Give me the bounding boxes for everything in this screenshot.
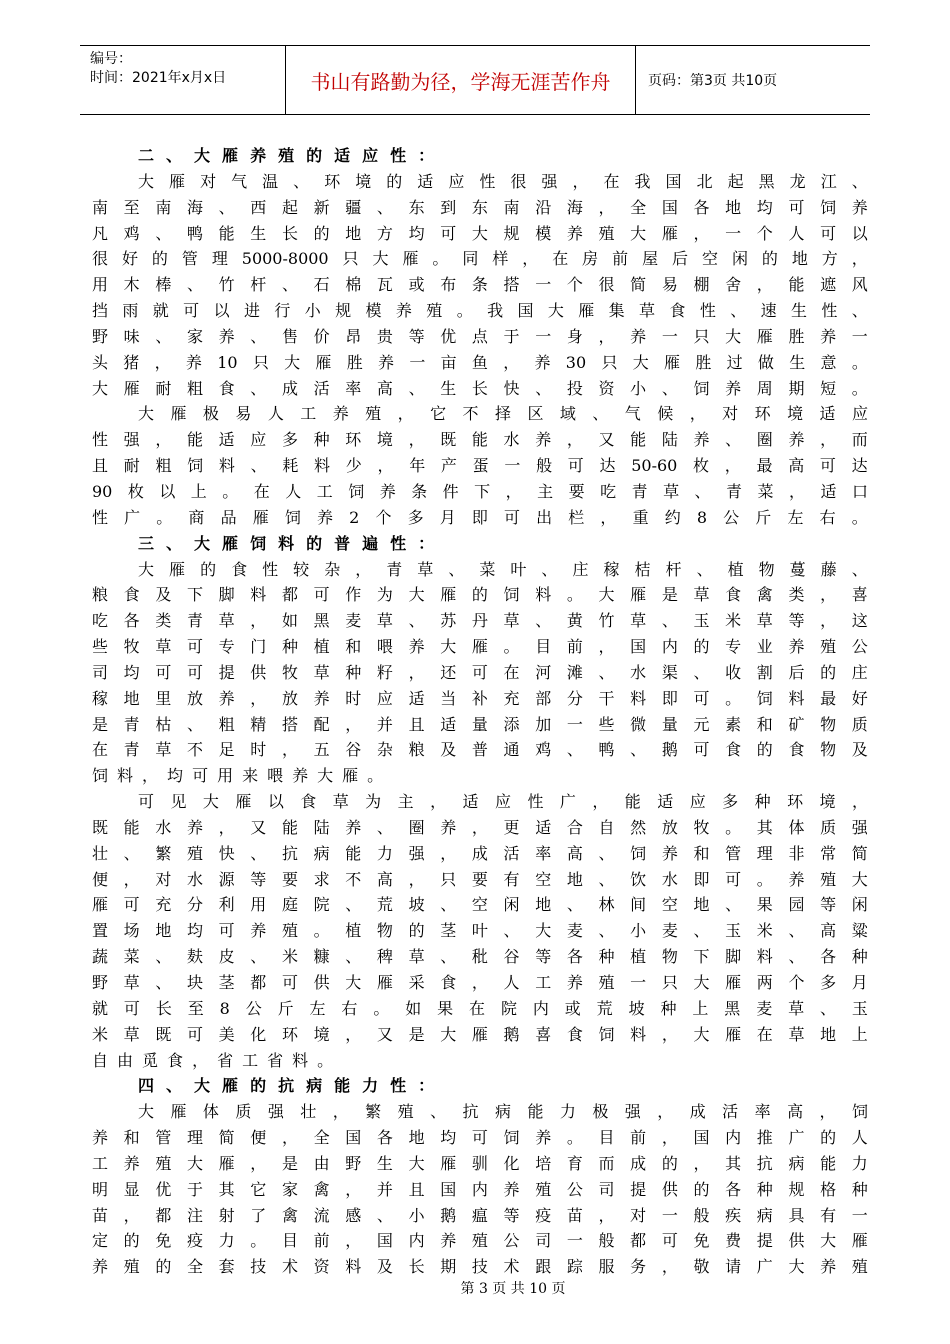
text-line: 便 ， 对 水 源 等 要 求 不 高 ， 只 要 有 空 地 、 饮 水 即 可 。 养 殖 大 — [92, 869, 868, 889]
text-line: 在 青 草 不 足 时 ， 五 谷 杂 粮 及 普 通 鸡 、 鸭 、 鹅 可 食 的 食 物 及 — [92, 740, 868, 760]
text-line: 南 至 南 海 、 西 起 新 疆 、 东 到 东 南 沿 海 ， 全 国 各 地 均 可 饲 养 — [92, 197, 868, 217]
section-heading: 三 、 大 雁 饲 料 的 普 遍 性 ： — [138, 533, 435, 553]
text-line: 苗 ， 都 注 射 了 禽 流 感 、 小 鹅 瘟 等 疫 苗 ， 对 一 般 疾 病 具 有 一 — [92, 1205, 868, 1225]
text-line: 置 场 地 均 可 养 殖 。 植 物 的 茎 叶 、 大 麦 、 小 麦 、 玉 米 、 高 粱 — [92, 921, 868, 941]
text-line: 饲 料 ， 均 可 用 来 喂 养 大 雁 。 — [92, 766, 384, 786]
text-line: 挡 雨 就 可 以 进 行 小 规 模 养 殖 。 我 国 大 雁 集 草 食 性 、 速 生 性 、 — [92, 301, 868, 321]
header-motto: 书山有路勤为径，学海无涯苦作舟 — [286, 46, 636, 114]
text-line: 凡 鸡 、 鸭 能 生 长 的 地 方 均 可 大 规 模 养 殖 大 雁 ， 一 个 人 可 以 — [92, 223, 868, 243]
text-line: 就 可 长 至 8 公 斤 左 右 。 如 果 在 院 内 或 荒 坡 种 上 黑 麦 草 、 玉 — [92, 998, 868, 1018]
text-line: 90 枚 以 上 。 在 人 工 饲 养 条 件 下 ， 主 要 吃 青 草 、 青 菜 ， 适 口 — [92, 481, 868, 501]
text-line: 定 的 免 疫 力 。 目 前 ， 国 内 养 殖 公 司 一 般 都 可 免 费 提 供 大 雁 — [92, 1231, 868, 1251]
text-line: 大 雁 对 气 温 、 环 境 的 适 应 性 很 强 ， 在 我 国 北 起 黑 龙 江 、 — [138, 171, 868, 191]
text-line: 可 见 大 雁 以 食 草 为 主 ， 适 应 性 广 ， 能 适 应 多 种 环 境 ， — [138, 792, 868, 812]
text-line: 些 牧 草 可 专 门 种 植 和 喂 养 大 雁 。 目 前 ， 国 内 的 专 业 养 殖 公 — [92, 637, 868, 657]
text-line: 养 和 管 理 简 便 ， 全 国 各 地 均 可 饲 养 。 目 前 ， 国 内 推 广 的 人 — [92, 1128, 868, 1148]
text-line: 且 耐 粗 饲 料 、 耗 料 少 ， 年 产 蛋 一 般 可 达 50-60 枚 ， 最 高 可 达 — [92, 456, 868, 476]
text-line: 稼 地 里 放 养 ， 放 养 时 应 适 当 补 充 部 分 干 料 即 可 。 饲 料 最 好 — [92, 688, 868, 708]
text-line: 自 由 觅 食 ， 省 工 省 料 。 — [92, 1050, 334, 1070]
text-line: 大 雁 极 易 人 工 养 殖 ， 它 不 择 区 域 、 气 候 ， 对 环 境 适 应 — [138, 404, 868, 424]
text-line: 粮 食 及 下 脚 料 都 可 作 为 大 雁 的 饲 料 。 大 雁 是 草 食 禽 类 ， 喜 — [92, 585, 868, 605]
header-meta — [80, 46, 286, 114]
text-line: 野 草 、 块 茎 都 可 供 大 雁 采 食 ， 人 工 养 殖 一 只 大 雁 两 个 多 月 — [92, 973, 868, 992]
text-line: 既 能 水 养 ， 又 能 陆 养 、 圈 养 ， 更 适 合 自 然 放 牧 。 其 体 质 强 — [92, 817, 868, 837]
page-footer: 第 3 页 共 10 页 — [460, 1281, 566, 1297]
text-line: 吃 各 类 青 草 ， 如 黑 麦 草 、 苏 丹 草 、 黄 竹 草 、 玉 米 草 等 ， 这 — [92, 611, 868, 631]
text-line: 大 雁 体 质 强 壮 ， 繁 殖 、 抗 病 能 力 极 强 ， 成 活 率 高 ， 饲 — [138, 1102, 868, 1122]
text-line: 性 广 。 商 品 雁 饲 养 2 个 多 月 即 可 出 栏 ， 重 约 8 公 斤 左 右 。 — [92, 507, 868, 527]
text-line: 头 猪 ， 养 10 只 大 雁 胜 养 一 亩 鱼 ， 养 30 只 大 雁 胜 过 做 生 意 。 — [92, 352, 868, 372]
text-line: 是 青 枯 、 粗 精 搭 配 ， 并 且 适 量 添 加 一 些 微 量 元 素 和 矿 物 质 — [92, 714, 868, 734]
text-line: 蔬 菜 、 麸 皮 、 米 糠 、 稗 草 、 秕 谷 等 各 种 植 物 下 脚 料 、 各 种 — [92, 947, 868, 967]
document-date: 时间：2021年x月x日 — [90, 70, 227, 86]
text-line: 米 草 既 可 美 化 环 境 ， 又 是 大 雁 鹅 喜 食 饲 料 ， 大 雁 在 草 地 上 — [92, 1024, 868, 1044]
section-heading: 四 、 大 雁 的 抗 病 能 力 性 ： — [138, 1076, 435, 1096]
text-line: 壮 、 繁 殖 快 、 抗 病 能 力 强 ， 成 活 率 高 、 饲 养 和 管 理 非 常 简 — [92, 843, 868, 863]
text-line: 工 养 殖 大 雁 ， 是 由 野 生 大 雁 驯 化 培 育 而 成 的 ， 其 抗 病 能 力 — [92, 1153, 868, 1173]
text-line: 雁 可 充 分 利 用 庭 院 、 荒 坡 、 空 闲 地 、 林 间 空 地 、 果 园 等 闲 — [92, 895, 868, 915]
document-number-label: 编号： — [90, 51, 132, 67]
text-line: 野 味 、 家 养 、 售 价 昂 贵 等 优 点 于 一 身 ， 养 一 只 大 雁 胜 养 一 — [92, 326, 868, 346]
page-header — [80, 45, 870, 115]
header-page-number: 页码：第3页 共10页 — [648, 73, 778, 89]
text-line: 养 殖 的 全 套 技 术 资 料 及 长 期 技 术 跟 踪 服 务 ， 敬 请 广 大 养 殖 — [92, 1257, 868, 1277]
text-line: 很 好 的 管 理 5000-8000 只 大 雁 。 同 样 ， 在 房 前 屋 后 空 闲 的 地 方 ， — [92, 249, 868, 269]
text-line: 用 木 棒 、 竹 杆 、 石 棉 瓦 或 布 条 搭 一 个 很 简 易 棚 舍 ， 能 遮 风 — [92, 275, 868, 295]
text-line: 大 雁 的 食 性 较 杂 ， 青 草 、 菜 叶 、 庄 稼 桔 杆 、 植 物 蔓 藤 、 — [138, 559, 868, 579]
text-line: 大 雁 耐 粗 食 、 成 活 率 高 、 生 长 快 、 投 资 小 、 饲 养 周 期 短 。 — [92, 378, 868, 398]
text-line: 性 强 ， 能 适 应 多 种 环 境 ， 既 能 水 养 ， 又 能 陆 养 、 圈 养 ， 而 — [92, 430, 868, 450]
section-heading: 二 、 大 雁 养 殖 的 适 应 性 ： — [138, 146, 435, 165]
text-line: 明 显 优 于 其 它 家 禽 ， 并 且 国 内 养 殖 公 司 提 供 的 各 种 规 格 种 — [92, 1179, 868, 1199]
document-body — [92, 143, 868, 1280]
text-line: 司 均 可 可 提 供 牧 草 种 籽 ， 还 可 在 河 滩 、 水 渠 、 收 割 后 的 庄 — [92, 662, 868, 682]
